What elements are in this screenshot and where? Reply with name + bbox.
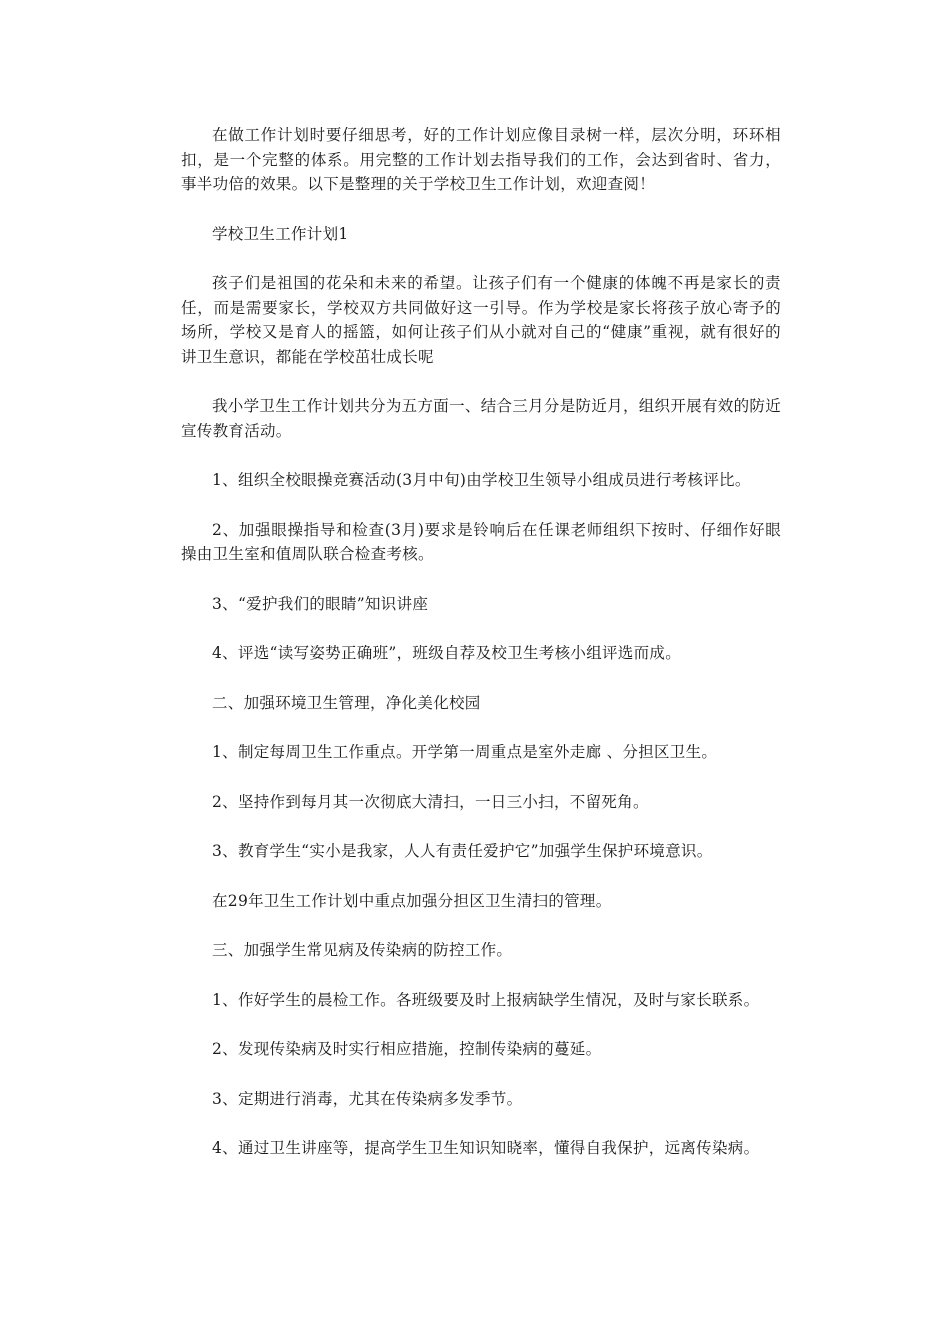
list-item: 3、“爱护我们的眼睛”知识讲座 (212, 594, 429, 613)
list-item: 4、通过卫生讲座等，提高学生卫生知识知晓率，懂得自我保护，远离传染病。 (212, 1139, 760, 1157)
body-paragraph: 在29年卫生工作计划中重点加强分担区卫生清扫的管理。 (212, 891, 612, 910)
list-item: 2、坚持作到每月其一次彻底大清扫，一日三小扫，不留死角。 (212, 792, 649, 811)
section-heading: 二、加强环境卫生管理，净化美化校园 (212, 693, 481, 712)
list-item: 2、加强眼操指导和检查(3月)要求是铃响后在任课老师组织下按时、仔细作好眼操由卫生室和值周队联合检查考核。 (181, 520, 781, 563)
list-item: 1、组织全校眼操竞赛活动(3月中旬)由学校卫生领导小组成员进行考核评比。 (212, 471, 751, 489)
body-paragraph: 孩子们是祖国的花朵和未来的希望。让孩子们有一个健康的体魄不再是家长的责任，而是需要家长，学校双方共同做好这一引导。作为学校是家长将孩子放心寄予的场所，学校又是育人的摇篮，如何让孩子们从小就对自己的“健康”重视，就有很好的讲卫生意识，都能在学校茁壮成长呢 (181, 274, 781, 366)
list-item: 1、制定每周卫生工作重点。开学第一周重点是室外走廊 、分担区卫生。 (212, 743, 718, 761)
list-item: 4、评选“读写姿势正确班”，班级自荐及校卫生考核小组评选而成。 (212, 644, 682, 662)
list-item: 3、定期进行消毒，尤其在传染病多发季节。 (212, 1089, 523, 1108)
list-item: 1、作好学生的晨检工作。各班级要及时上报病缺学生情况，及时与家长联系。 (212, 990, 760, 1009)
list-item: 3、教育学生“实小是我家，人人有责任爱护它”加强学生保护环境意识。 (212, 842, 713, 860)
list-item: 2、发现传染病及时实行相应措施，控制传染病的蔓延。 (212, 1040, 602, 1058)
document-body (181, 123, 781, 1186)
body-paragraph: 我小学卫生工作计划共分为五方面一、结合三月分是防近月，组织开展有效的防近宣传教育活动。 (181, 397, 781, 440)
section-heading: 三、加强学生常见病及传染病的防控工作。 (212, 941, 513, 959)
intro-paragraph: 在做工作计划时要仔细思考，好的工作计划应像目录树一样，层次分明，环环相扣，是一个完整的体系。用完整的工作计划去指导我们的工作，会达到省时、省力，事半功倍的效果。以下是整理的关于学校卫生工作计划，欢迎查阅！ (181, 126, 781, 193)
section-heading-plan-1: 学校卫生工作计划1 (212, 224, 349, 243)
